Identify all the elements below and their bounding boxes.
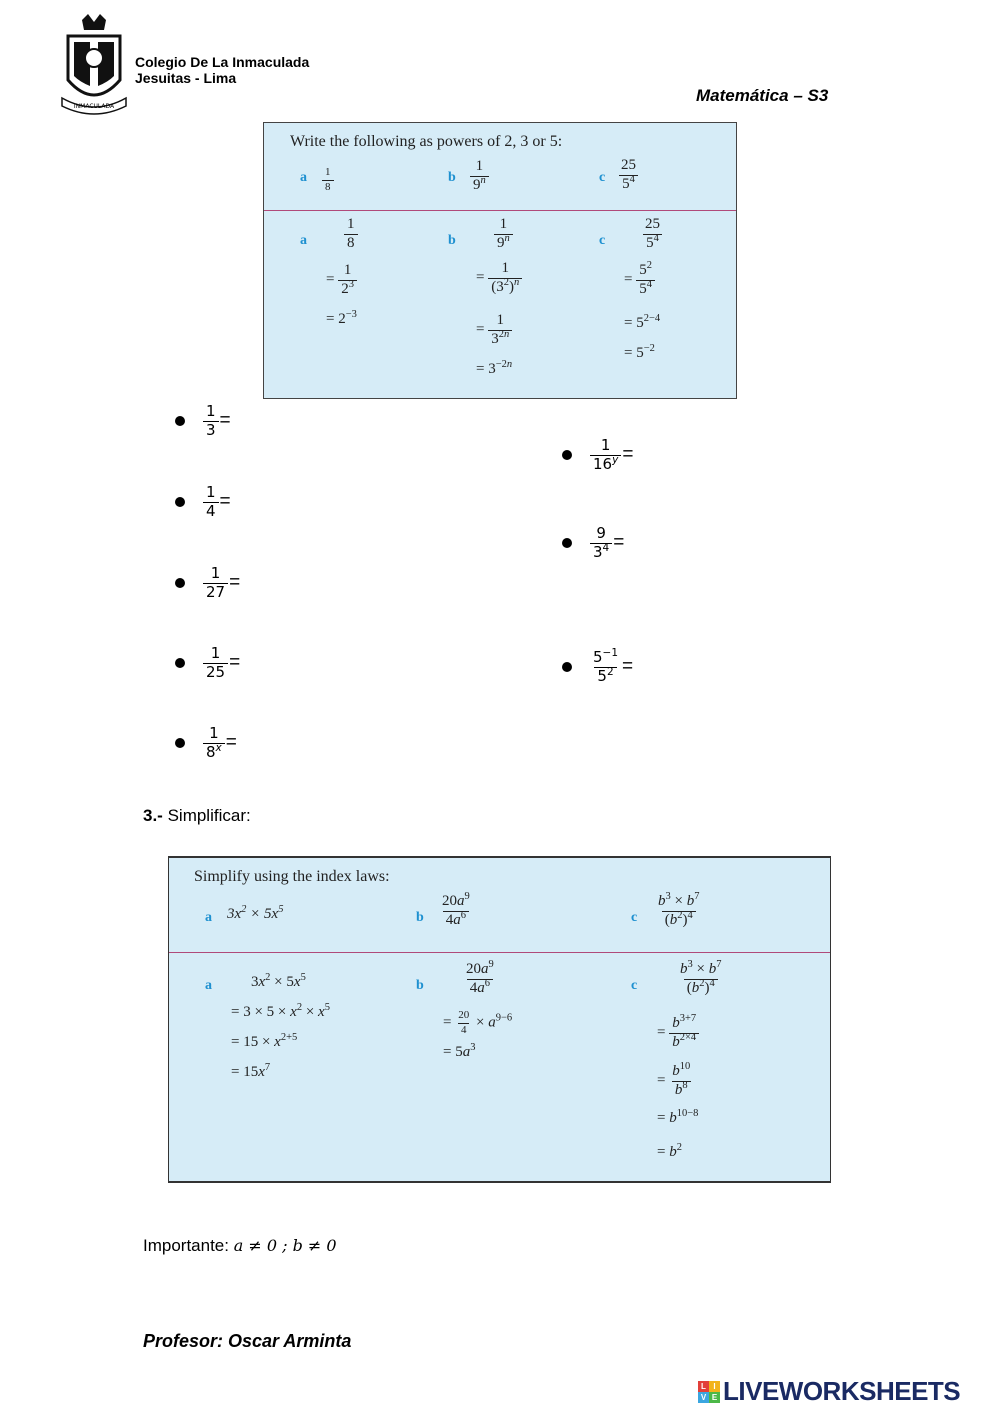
school-crest-logo (60, 12, 128, 116)
exercise-item: $\frac{1}{27}$ = (175, 566, 240, 601)
solution-a: $3x^2 \times 5x^5$ (251, 972, 306, 990)
solution-b-step3: = $3^{-2n}$ (476, 359, 513, 377)
solution-c-step3: = $5^{-2}$ (624, 343, 655, 361)
question-b: $\frac{20a^9}{4a^6}$ (442, 891, 470, 928)
solution-a-step1: = $3 \times 5 \times x^2 \times x^5$ (231, 1002, 330, 1020)
solution-label-a: a (205, 978, 212, 993)
solution-a-step2: = $15 \times x^{2+5}$ (231, 1032, 298, 1050)
bullet-icon (562, 662, 572, 672)
solution-a-step2: = $2^{-3}$ (326, 309, 357, 327)
solution-b-step1: = $\frac{20}{4}$ × $a^{9-6}$ (443, 1009, 513, 1036)
question-c: $\frac{b^3 \times b^7}{(b^2)^4}$ (658, 891, 700, 928)
exercise-item: $\frac{9}{3^4}$ = (562, 526, 624, 561)
label-c: c (599, 170, 606, 185)
solution-a-step3: = $15x^7$ (231, 1062, 271, 1080)
exercise-item: $\frac{1}{25}$ = (175, 646, 240, 681)
bullet-icon (175, 658, 185, 668)
label-b: b (448, 170, 456, 185)
school-name (135, 54, 309, 86)
label-b: b (416, 910, 424, 925)
question-a: $\frac{1}{8}$ (322, 167, 334, 193)
example-prompt: Write the following as powers of 2, 3 or 5: (290, 133, 563, 150)
solution-b-step2: = $\frac{1}{3^{2n}}$ (476, 313, 512, 348)
section-number: 3.- (143, 806, 163, 825)
exercise-item: $\frac{1}{8^x}$ = (175, 726, 237, 761)
bullet-icon (562, 538, 572, 548)
bullet-icon (175, 416, 185, 426)
bullet-icon (175, 578, 185, 588)
example-box-powers (263, 122, 737, 399)
school-name-line2: Jesuitas - Lima (135, 70, 237, 86)
solution-c-step1: = $\frac{5^2}{5^4}$ (624, 263, 655, 298)
solution-c-step2: = $\frac{b^{10}}{b^8}$ (657, 1061, 691, 1098)
subject-title: Matemática – S3 (696, 86, 829, 105)
important-note (143, 1236, 337, 1256)
solution-c-step3: = $b^{10-8}$ (657, 1108, 699, 1126)
solution-b: $\frac{20a^9}{4a^6}$ (466, 959, 494, 996)
label-a: a (300, 170, 307, 185)
liveworksheets-brand: LIVEWORKSHEETS (723, 1376, 961, 1406)
section-3-heading (143, 806, 251, 826)
liveworksheets-watermark (698, 1376, 960, 1407)
solution-a-step1: = $\frac{1}{2^3}$ (326, 263, 357, 298)
section-title: Simplificar: (167, 806, 251, 825)
bullet-icon (175, 738, 185, 748)
question-b: $\frac{1}{9^n}$ (470, 159, 489, 194)
exercise-item: $\frac{5^{-1}}{5^2}$ = (562, 650, 633, 685)
solution-b: $\frac{1}{9^n}$ (494, 217, 513, 252)
solution-c-step2: = $5^{2-4}$ (624, 313, 661, 331)
label-a: a (205, 910, 212, 925)
solution-c-step4: = $b^2$ (657, 1142, 682, 1160)
solution-b-step1: = $\frac{1}{(3^2)^n}$ (476, 261, 522, 296)
question-c: $\frac{25}{5^4}$ (621, 157, 636, 192)
solution-b-step2: = $5a^3$ (443, 1042, 476, 1060)
solution-c-step1: = $\frac{b^{3+7}}{b^{2\times 4}}$ (657, 1016, 699, 1051)
note-math: a ≠ 0 ; b ≠ 0 (233, 1236, 337, 1255)
note-label: Importante: (143, 1236, 229, 1255)
question-a: $3x^2 \times 5x^5$ (227, 904, 284, 922)
label-c: c (631, 910, 638, 925)
solution-label-b: b (416, 978, 424, 993)
exercise-item: $\frac{1}{4}$ = (175, 485, 231, 520)
example-prompt: Simplify using the index laws: (194, 868, 390, 885)
solution-label-b: b (448, 233, 456, 248)
solution-c: $\frac{25}{5^4}$ (645, 216, 660, 251)
liveworksheets-logo-icon: L I V E (698, 1381, 720, 1403)
exercise-item: $\frac{1}{16^y}$ = (562, 438, 633, 473)
solution-label-a: a (300, 233, 307, 248)
solution-label-c: c (631, 978, 638, 993)
divider (169, 952, 830, 953)
solution-c: $\frac{b^3 \times b^7}{(b^2)^4}$ (680, 959, 722, 996)
bullet-icon (175, 497, 185, 507)
school-name-line1: Colegio De La Inmaculada (135, 54, 310, 70)
svg-text:INMACULADA: INMACULADA (73, 103, 115, 110)
example-box-index-laws (168, 856, 831, 1183)
bullet-icon (562, 450, 572, 460)
solution-a: $\frac{1}{8}$ (344, 217, 358, 252)
divider (264, 210, 736, 211)
teacher-name: Profesor: Oscar Arminta (143, 1331, 352, 1351)
exercise-item: $\frac{1}{3}$ = (175, 404, 231, 439)
solution-label-c: c (599, 233, 606, 248)
